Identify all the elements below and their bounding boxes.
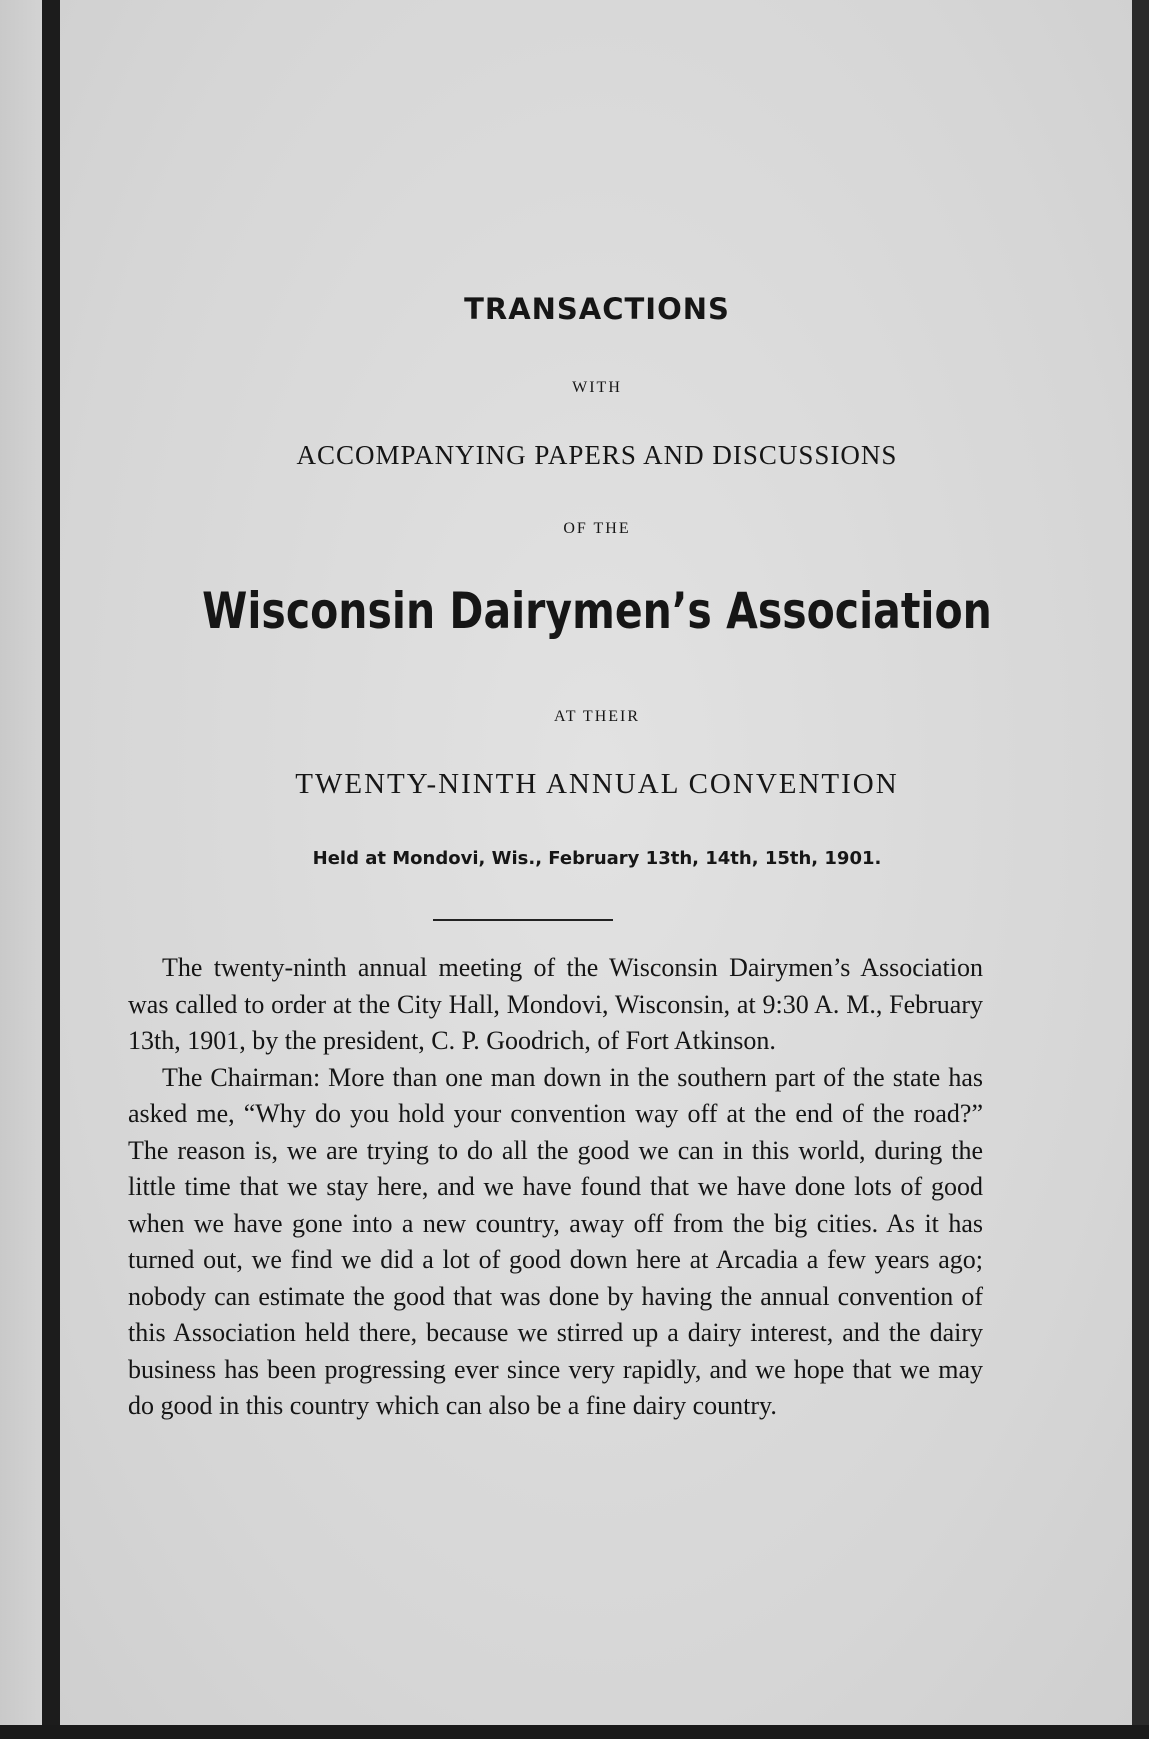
page-title: TRANSACTIONS	[464, 292, 730, 326]
heading-subtitle: ACCOMPANYING PAPERS AND DISCUSSIONS	[296, 440, 898, 470]
page-right-edge	[1132, 0, 1149, 1739]
heading-at-their: AT THEIR	[553, 708, 641, 725]
convention-name: TWENTY-NINTH ANNUAL CONVENTION	[295, 768, 899, 800]
section-divider	[433, 919, 613, 921]
heading-of-the: OF THE	[563, 520, 631, 537]
paragraph: The twenty-ninth annual meeting of the Wisconsin Dairymen’s Association was called to order at the City Hall, Mondovi, Wisconsin, at 9:30 A. M., February 13th, 1901, by the president, C. P. Goodrich, of Fort Atkinson.	[128, 953, 983, 1055]
association-name: Wisconsin Dairymen’s Association	[202, 582, 992, 640]
page-binding-edge	[0, 0, 42, 1739]
held-at-line: Held at Mondovi, Wis., February 13th, 14th, 15th, 1901.	[312, 848, 882, 869]
heading-with: WITH	[572, 379, 622, 396]
page-bottom-edge	[0, 1725, 1149, 1739]
body-text	[128, 950, 983, 1425]
paragraph: The Chairman: More than one man down in the southern part of the state has asked me, “Why do you hold your convention way off at the end of the road?” The reason is, we are trying to do all the good we can in this world, during the little time that we stay here, and we have found that we have done lots of good when we have gone into a new country, away off from the big cities. As it has turned out, we find we did a lot of good down here at Arcadia a few years ago; nobody can estimate the good that was done by having the annual convention of this Association held there, because we stirred up a dairy interest, and the dairy business has been progressing ever since very rapidly, and we hope that we may do good in this country which can also be a fine dairy country.	[128, 1062, 983, 1420]
document-page	[60, 0, 1134, 1725]
